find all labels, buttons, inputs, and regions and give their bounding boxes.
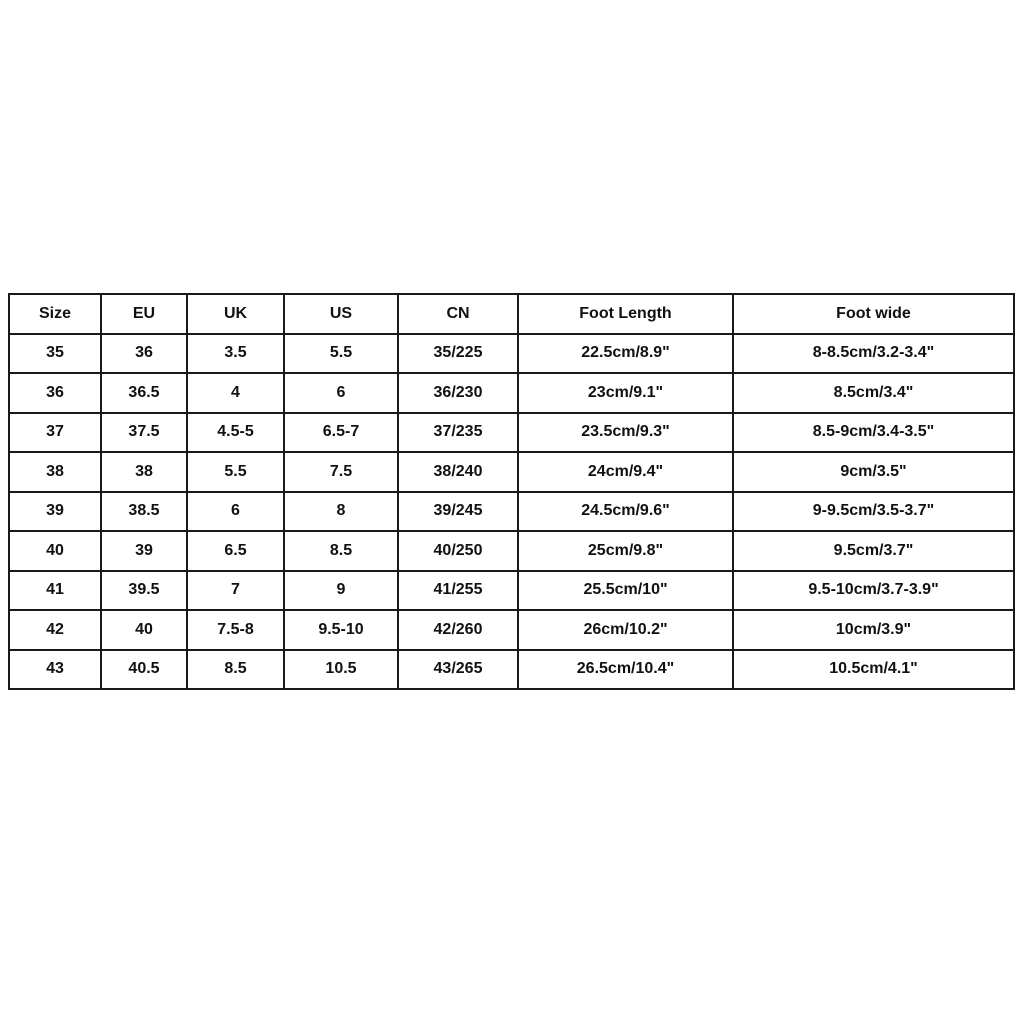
table-cell: 24cm/9.4" xyxy=(518,452,733,492)
table-cell: 5.5 xyxy=(187,452,284,492)
column-header: CN xyxy=(398,294,518,334)
table-row xyxy=(9,650,1014,690)
table-cell: 40/250 xyxy=(398,531,518,571)
table-cell: 36 xyxy=(9,373,101,413)
table-cell: 8.5-9cm/3.4-3.5" xyxy=(733,413,1014,453)
table-row xyxy=(9,610,1014,650)
table-cell: 35/225 xyxy=(398,334,518,374)
table-cell: 26.5cm/10.4" xyxy=(518,650,733,690)
table-cell: 26cm/10.2" xyxy=(518,610,733,650)
table-cell: 42/260 xyxy=(398,610,518,650)
table-cell: 37/235 xyxy=(398,413,518,453)
table-cell: 5.5 xyxy=(284,334,398,374)
table-cell: 41 xyxy=(9,571,101,611)
table-cell: 25.5cm/10" xyxy=(518,571,733,611)
column-header: Foot wide xyxy=(733,294,1014,334)
table-cell: 6 xyxy=(187,492,284,532)
table-cell: 36.5 xyxy=(101,373,187,413)
table-cell: 9 xyxy=(284,571,398,611)
table-cell: 38 xyxy=(101,452,187,492)
column-header: US xyxy=(284,294,398,334)
table-cell: 40 xyxy=(9,531,101,571)
table-row xyxy=(9,531,1014,571)
table-cell: 41/255 xyxy=(398,571,518,611)
table-cell: 40.5 xyxy=(101,650,187,690)
table-row xyxy=(9,413,1014,453)
column-header: EU xyxy=(101,294,187,334)
table-cell: 8 xyxy=(284,492,398,532)
table-cell: 37.5 xyxy=(101,413,187,453)
table-cell: 6 xyxy=(284,373,398,413)
table-cell: 8.5cm/3.4" xyxy=(733,373,1014,413)
table-cell: 37 xyxy=(9,413,101,453)
table-cell: 22.5cm/8.9" xyxy=(518,334,733,374)
table-cell: 7.5 xyxy=(284,452,398,492)
table-cell: 43 xyxy=(9,650,101,690)
table-cell: 8-8.5cm/3.2-3.4" xyxy=(733,334,1014,374)
table-cell: 9.5-10 xyxy=(284,610,398,650)
table-cell: 25cm/9.8" xyxy=(518,531,733,571)
table-header-row xyxy=(9,294,1014,334)
table-cell: 38 xyxy=(9,452,101,492)
table-row xyxy=(9,492,1014,532)
table-cell: 9cm/3.5" xyxy=(733,452,1014,492)
table-cell: 9.5cm/3.7" xyxy=(733,531,1014,571)
table-row xyxy=(9,334,1014,374)
table-cell: 38.5 xyxy=(101,492,187,532)
table-cell: 36 xyxy=(101,334,187,374)
table-row xyxy=(9,373,1014,413)
table-cell: 40 xyxy=(101,610,187,650)
table-cell: 9-9.5cm/3.5-3.7" xyxy=(733,492,1014,532)
table-cell: 23.5cm/9.3" xyxy=(518,413,733,453)
table-cell: 6.5 xyxy=(187,531,284,571)
table-cell: 10.5 xyxy=(284,650,398,690)
table-cell: 4 xyxy=(187,373,284,413)
table-cell: 24.5cm/9.6" xyxy=(518,492,733,532)
table-cell: 10.5cm/4.1" xyxy=(733,650,1014,690)
column-header: Size xyxy=(9,294,101,334)
table-row xyxy=(9,571,1014,611)
table-cell: 35 xyxy=(9,334,101,374)
table-cell: 39.5 xyxy=(101,571,187,611)
table-cell: 7.5-8 xyxy=(187,610,284,650)
column-header: Foot Length xyxy=(518,294,733,334)
table-cell: 4.5-5 xyxy=(187,413,284,453)
table-cell: 9.5-10cm/3.7-3.9" xyxy=(733,571,1014,611)
table-cell: 38/240 xyxy=(398,452,518,492)
table-row xyxy=(9,452,1014,492)
table-cell: 42 xyxy=(9,610,101,650)
table-cell: 3.5 xyxy=(187,334,284,374)
table-cell: 36/230 xyxy=(398,373,518,413)
column-header: UK xyxy=(187,294,284,334)
table-cell: 6.5-7 xyxy=(284,413,398,453)
table-cell: 8.5 xyxy=(187,650,284,690)
table-cell: 39 xyxy=(101,531,187,571)
table-cell: 7 xyxy=(187,571,284,611)
table-cell: 10cm/3.9" xyxy=(733,610,1014,650)
size-chart-table xyxy=(8,293,1015,690)
table-cell: 23cm/9.1" xyxy=(518,373,733,413)
table-cell: 39 xyxy=(9,492,101,532)
table-cell: 43/265 xyxy=(398,650,518,690)
table-cell: 39/245 xyxy=(398,492,518,532)
table-cell: 8.5 xyxy=(284,531,398,571)
